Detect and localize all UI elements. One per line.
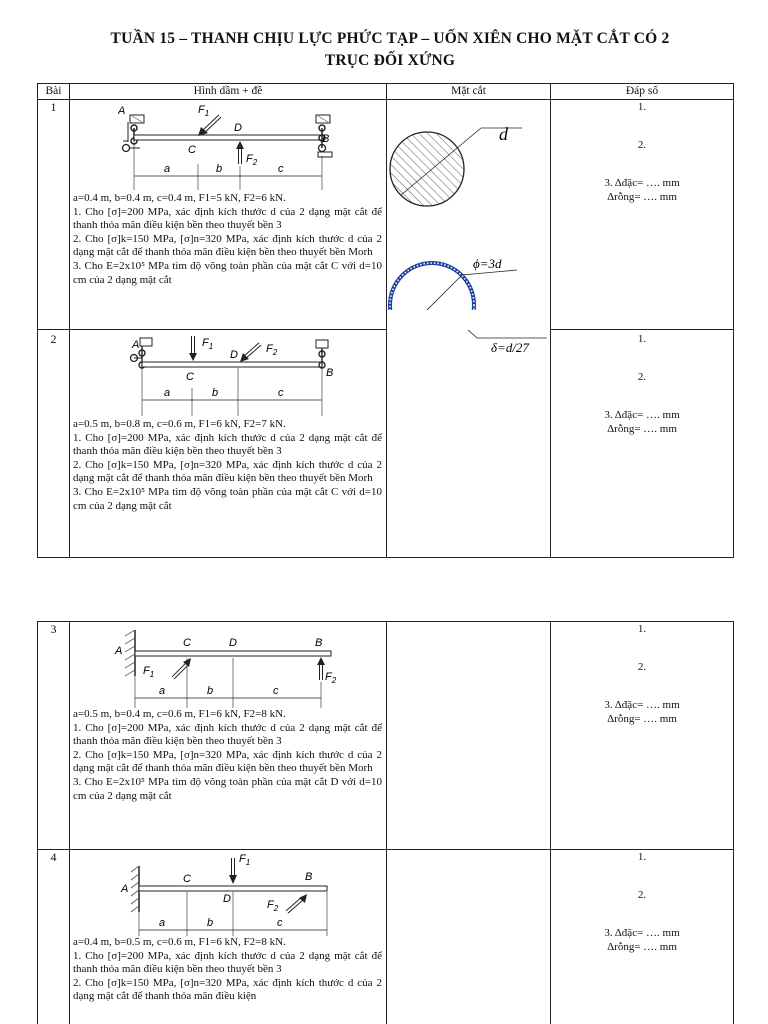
label-B: B: [321, 133, 329, 145]
answer-1: 1.: [637, 333, 647, 345]
answer-3-hollow: Δrỗng= …. mm: [607, 713, 677, 725]
problem-cell: [70, 100, 387, 330]
answer-1: 1.: [637, 101, 647, 113]
label-F2: $F_2$: [324, 671, 336, 685]
answer-2: 2.: [637, 139, 647, 151]
label-F1: $F_1$: [197, 104, 209, 118]
answer-2: 2.: [637, 371, 647, 383]
task-3: 3. Cho E=2x10⁵ MPa tìm độ võng toàn phần của mặt cắt C với d=10 cm của 2 dạng mặt cắt: [73, 259, 382, 286]
label-C: C: [182, 637, 191, 649]
beam-diagram: [113, 852, 343, 936]
label-D: D: [229, 349, 238, 361]
label-F2: $F_2$: [265, 343, 277, 357]
answer-3-hollow: Δrỗng= …. mm: [607, 191, 677, 203]
answer-3-hollow: Δrỗng= …. mm: [607, 941, 677, 953]
dim-b: b: [211, 387, 218, 399]
answer-3-hollow: Δrỗng= …. mm: [607, 423, 677, 435]
answer-3-solid: 3. Δđặc= …. mm: [604, 927, 680, 939]
page-title: [60, 28, 720, 72]
problem-row-2: [38, 330, 734, 558]
answer-3-solid: 3. Δđặc= …. mm: [604, 699, 680, 711]
problem-params: a=0.5 m, b=0.4 m, c=0.6 m, F1=6 kN, F2=8 kN.: [73, 708, 286, 720]
label-F2: $F_2$: [266, 899, 278, 913]
problem-cell: [70, 330, 387, 558]
answer-cell: [551, 622, 734, 850]
label-A: A: [131, 339, 139, 351]
section-cell: [387, 850, 551, 1024]
task-3: 3. Cho E=2x10⁵ MPa tìm độ võng toàn phần của mặt cắt D với d=10 cm của 2 dạng mặt cắt: [73, 775, 382, 802]
problem-cell: [70, 850, 387, 1024]
header-beam: Hình dầm + đề: [70, 84, 387, 100]
problem-number: 2: [38, 330, 70, 558]
dim-a: a: [158, 685, 165, 697]
label-F1: $F_1$: [238, 853, 250, 867]
answer-1: 1.: [637, 623, 647, 635]
label-F2: $F_2$: [245, 153, 257, 167]
problem-row-4: [38, 850, 734, 1024]
dim-c: c: [277, 163, 283, 175]
label-A: A: [120, 883, 128, 895]
label-C: C: [187, 144, 196, 156]
task-2: 2. Cho [σ]k=150 MPa, [σ]n=320 MPa, xác định kích thước d của 2 dạng mặt cắt để thanh thỏa mãn điều kiện bền theo thuyết bền Morh: [73, 748, 382, 775]
label-D: D: [228, 637, 237, 649]
dim-a: a: [163, 163, 170, 175]
dim-c: c: [277, 387, 283, 399]
answer-2: 2.: [637, 889, 647, 901]
delta-label-wrap: [387, 330, 551, 354]
label-d: d: [499, 124, 508, 144]
task-2: 2. Cho [σ]k=150 MPa, [σ]n=320 MPa, xác định kích thước d của 2 dạng mặt cắt để thanh thỏa mãn điều kiện: [73, 976, 382, 1003]
task-1: 1. Cho [σ]=200 MPa, xác định kích thước d của 2 dạng mặt cắt để thanh thỏa mãn điều kiện bền theo thuyết bền 3: [73, 949, 382, 976]
beam-diagram: [118, 332, 338, 418]
title-line-2: TRỤC ĐỐI XỨNG: [324, 52, 456, 69]
problem-row-3: [38, 622, 734, 850]
table-header-row: [38, 84, 734, 100]
header-answer: Đáp số: [551, 84, 734, 100]
answer-cell: [551, 330, 734, 558]
answer-3-solid: 3. Δđặc= …. mm: [604, 409, 680, 421]
label-C: C: [182, 873, 191, 885]
problem-row-1: [38, 100, 734, 330]
answer-1: 1.: [637, 851, 647, 863]
label-D: D: [222, 893, 231, 905]
problem-number: 4: [38, 850, 70, 1024]
problem-params: a=0.4 m, b=0.4 m, c=0.4 m, F1=5 kN, F2=6 kN.: [73, 192, 286, 204]
cross-section-diagram: [387, 110, 551, 310]
label-D: D: [233, 122, 242, 134]
dim-c: c: [276, 917, 282, 929]
problem-cell: [70, 622, 387, 850]
beam-diagram: [118, 102, 338, 192]
dim-b: b: [206, 685, 213, 697]
hollow-section-outer: [390, 263, 474, 310]
problem-params: a=0.4 m, b=0.5 m, c=0.6 m, F1=6 kN, F2=8 kN.: [73, 936, 286, 948]
section-cell: [387, 622, 551, 850]
label-F1: $F_1$: [142, 665, 154, 679]
dim-b: b: [215, 163, 222, 175]
dim-a: a: [163, 387, 170, 399]
answer-3-solid: 3. Δđặc= …. mm: [604, 177, 680, 189]
label-A: A: [117, 105, 125, 117]
label-B: B: [325, 367, 333, 379]
problem-table-top: [37, 83, 734, 558]
answer-cell: [551, 100, 734, 330]
dim-b: b: [206, 917, 213, 929]
label-C: C: [185, 371, 194, 383]
dim-c: c: [272, 685, 278, 697]
task-2: 2. Cho [σ]k=150 MPa, [σ]n=320 MPa, xác định kích thước d của 2 dạng mặt cắt để thanh thỏa mãn điều kiện bền theo thuyết bền Morh: [73, 232, 382, 259]
task-2: 2. Cho [σ]k=150 MPa, [σ]n=320 MPa, xác định kích thước d của 2 dạng mặt cắt để thanh thỏa mãn điều kiện bền theo thuyết bền Morh: [73, 458, 382, 485]
header-section: Mặt cắt: [387, 84, 551, 100]
label-A: A: [114, 645, 122, 657]
label-B: B: [314, 637, 322, 649]
beam-diagram: [113, 624, 343, 708]
problem-table-bottom: [37, 621, 734, 1024]
label-B: B: [304, 871, 312, 883]
task-1: 1. Cho [σ]=200 MPa, xác định kích thước d của 2 dạng mặt cắt để thanh thỏa mãn điều kiện bền theo thuyết bền 3: [73, 431, 382, 458]
answer-cell: [551, 850, 734, 1024]
task-1: 1. Cho [σ]=200 MPa, xác định kích thước d của 2 dạng mặt cắt để thanh thỏa mãn điều kiện bền theo thuyết bền 3: [73, 205, 382, 232]
problem-params: a=0.5 m, b=0.8 m, c=0.6 m, F1=6 kN, F2=7 kN.: [73, 418, 286, 430]
task-3: 3. Cho E=2x10⁵ MPa tìm độ võng toàn phần của mặt cắt C với d=10 cm của 2 dạng mặt cắt: [73, 485, 382, 512]
label-delta: δ=d/27: [491, 340, 529, 354]
header-no: Bài: [38, 84, 70, 100]
problem-number: 1: [38, 100, 70, 330]
answer-2: 2.: [637, 661, 647, 673]
title-line-1: TUẦN 15 – THANH CHỊU LỰC PHỨC TẠP – UỐN XIÊN CHO MẶT CẮT CÓ 2: [110, 30, 670, 47]
dim-a: a: [158, 917, 165, 929]
section-cell: [387, 100, 551, 558]
label-F1: $F_1$: [201, 337, 213, 351]
problem-number: 3: [38, 622, 70, 850]
task-1: 1. Cho [σ]=200 MPa, xác định kích thước d của 2 dạng mặt cắt để thanh thỏa mãn điều kiện bền theo thuyết bền 3: [73, 721, 382, 748]
label-phi: ϕ=3d: [473, 256, 502, 271]
